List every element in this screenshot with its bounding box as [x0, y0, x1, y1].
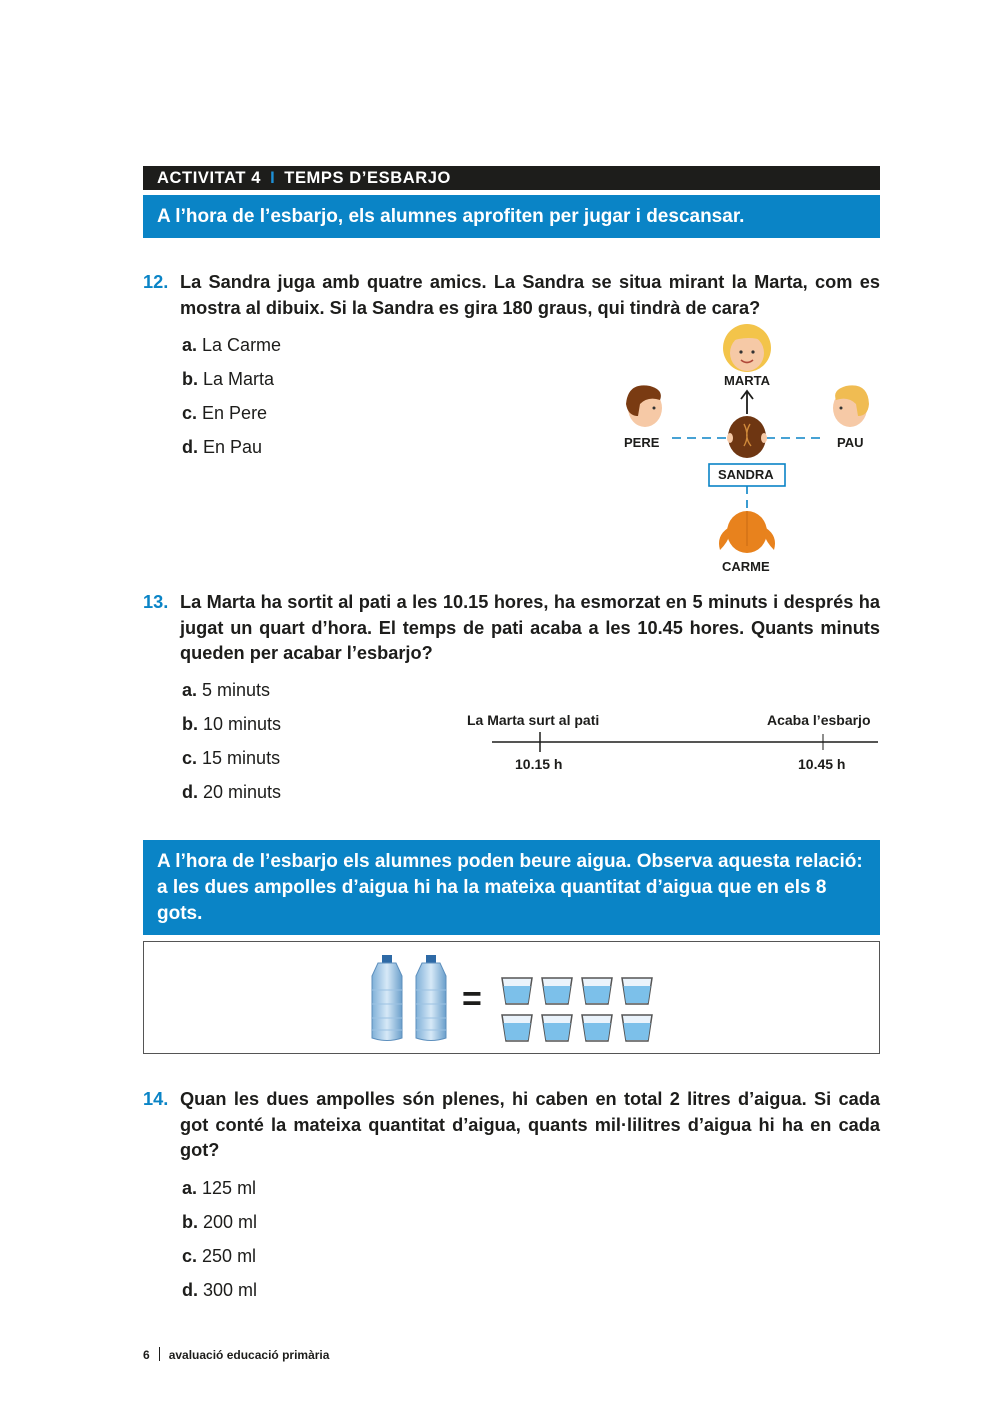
- label-marta: MARTA: [724, 373, 770, 388]
- option-a[interactable]: a. La Carme: [182, 335, 282, 355]
- option-d[interactable]: d. 300 ml: [182, 1280, 258, 1300]
- equals-sign: =: [462, 980, 482, 1018]
- timeline: [460, 708, 885, 778]
- option-b[interactable]: b. La Marta: [182, 369, 275, 389]
- label-carme: CARME: [722, 559, 770, 574]
- question-14: [143, 1087, 880, 1164]
- water-intro-banner: A l’hora de l’esbarjo els alumnes poden beure aigua. Observa aquesta relació: a les dues ampolles d’aigua hi ha la mateixa quantitat d’aigua que en els 8 gots.: [143, 840, 880, 935]
- option-d[interactable]: d. En Pau: [182, 437, 263, 457]
- question-number: 14.: [143, 1089, 169, 1109]
- question-text: La Sandra juga amb quatre amics. La Sandra se situa mirant la Marta, com es mostra al dibuix. Si la Sandra es gira 180 graus, qui tindrà de cara?: [180, 272, 880, 318]
- option-c[interactable]: c. 15 minuts: [182, 748, 281, 768]
- question-text: Quan les dues ampolles són plenes, hi caben en total 2 litres d’aigua. Si cada got conté la mateixa quantitat d’aigua, quants mil·lilitres d’aigua hi ha en cada got?: [180, 1089, 880, 1160]
- option-a[interactable]: a. 125 ml: [182, 1178, 257, 1198]
- option-d[interactable]: d. 20 minuts: [182, 782, 282, 802]
- page-footer: [143, 1347, 329, 1362]
- option-b[interactable]: b. 200 ml: [182, 1212, 258, 1232]
- label-pau: PAU: [837, 435, 864, 450]
- marta-face-icon: [723, 324, 771, 372]
- page-number: 6: [143, 1348, 150, 1362]
- option-a[interactable]: a. 5 minuts: [182, 680, 271, 700]
- question-13-options: [182, 678, 281, 814]
- question-number: 13.: [143, 592, 169, 612]
- pere-face-icon: [626, 385, 662, 427]
- bottle-icon: [416, 955, 446, 1041]
- glass-icon: [622, 978, 652, 1004]
- activity-header-bar: [143, 166, 880, 190]
- bottle-icon: [372, 955, 402, 1041]
- activity-label: ACTIVITAT 4: [157, 169, 262, 187]
- carme-head-icon: [719, 511, 775, 553]
- question-12: [143, 270, 880, 321]
- question-13: [143, 590, 880, 667]
- footer-text: avaluació educació primària: [168, 1348, 330, 1362]
- question-text: La Marta ha sortit al pati a les 10.15 hores, ha esmorzat en 5 minuts i després ha jugat un quart d’hora. El temps de pati acaba a les 10.45 hores. Quants minuts queden per acabar l’esbarjo?: [180, 592, 880, 663]
- label-sandra: SANDRA: [718, 467, 774, 482]
- friends-diagram-graphic: [600, 320, 890, 580]
- glass-icon: [502, 1015, 532, 1041]
- option-c[interactable]: c. En Pere: [182, 403, 268, 423]
- glass-icon: [582, 1015, 612, 1041]
- bottles-glasses-figure: [143, 941, 880, 1054]
- question-14-options: [182, 1176, 257, 1312]
- glass-icon: [582, 978, 612, 1004]
- glass-icon: [542, 978, 572, 1004]
- header-separator: I: [270, 169, 276, 187]
- activity-title: TEMPS D’ESBARJO: [284, 169, 451, 187]
- glass-icon: [622, 1015, 652, 1041]
- timeline-end-label: Acaba l’esbarjo: [767, 712, 871, 728]
- timeline-start-time: 10.15 h: [515, 756, 563, 772]
- question-number: 12.: [143, 272, 169, 292]
- option-c[interactable]: c. 250 ml: [182, 1246, 257, 1266]
- glass-icon: [502, 978, 532, 1004]
- sandra-head-icon: [727, 416, 767, 458]
- timeline-start-label: La Marta surt al pati: [467, 712, 600, 728]
- label-pere: PERE: [624, 435, 660, 450]
- question-12-options: [182, 333, 281, 469]
- friends-diagram: [600, 320, 890, 580]
- glass-icon: [542, 1015, 572, 1041]
- option-b[interactable]: b. 10 minuts: [182, 714, 282, 734]
- timeline-end-time: 10.45 h: [798, 756, 846, 772]
- intro-banner: A l’hora de l’esbarjo, els alumnes aprofiten per jugar i descansar.: [143, 195, 880, 238]
- pau-face-icon: [833, 385, 869, 427]
- bottles-glasses-graphic: [144, 942, 879, 1053]
